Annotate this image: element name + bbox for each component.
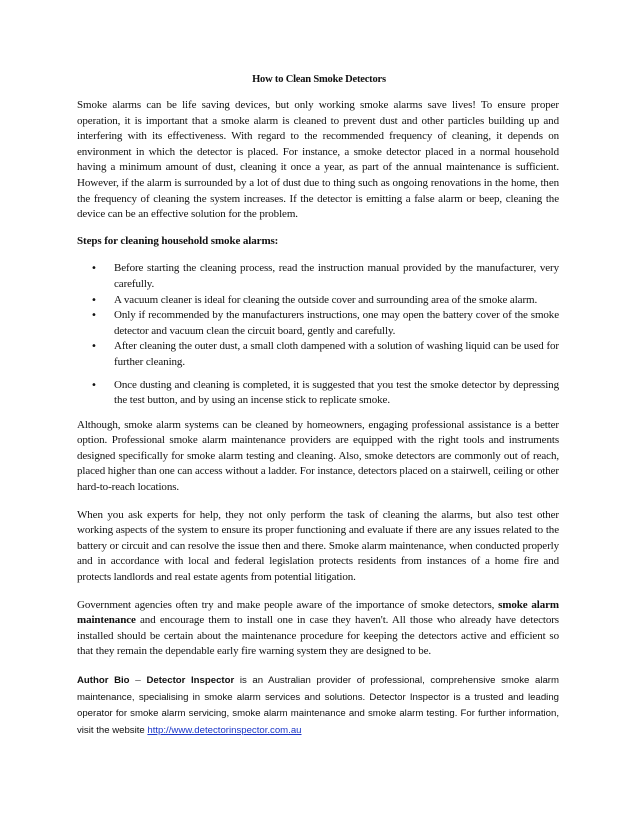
- government-text-start: Government agencies often try and make people aware of the importance of smoke detectors,: [77, 598, 499, 611]
- government-text-end: and encourage them to install one in case they haven't. All those who already have detectors installed should be certain about the maintenance procedure for keeping the detectors active and efficient so that they remain the dependable early fire warning system they are designed to be.: [77, 614, 559, 658]
- experts-paragraph: When you ask experts for help, they not only perform the task of cleaning the alarms, but also test other working aspects of the system to ensure its proper functioning and evaluate if there are any issues related to the battery or circuit and can resolve the issue then and there. Smoke alarm maintenance, when conducted properly and in accordance with local and federal legislation protects residents from instances of a home fire and protects landlords and real estate agents from potential litigation.: [77, 508, 559, 584]
- website-link[interactable]: http://www.detectorinspector.com.au: [147, 724, 302, 736]
- list-item: • Before starting the cleaning process, read the instruction manual provided by the manufacturer, very carefully.: [77, 261, 559, 292]
- author-bio-dash: –: [129, 674, 147, 686]
- author-bio-text: is an Australian provider of professional, comprehensive smoke alarm maintenance, specialising in smoke alarm services and solutions. Detector Inspector is a trusted and leading operator for smoke alarm servicing, smoke alarm maintenance and smoke alarm testing. For further information, visit the website: [77, 675, 559, 736]
- government-paragraph: [77, 598, 559, 660]
- list-item: • Once dusting and cleaning is completed, it is suggested that you test the smoke detector by depressing the test button, and by using an incense stick to replicate smoke.: [77, 378, 559, 409]
- intro-paragraph: Smoke alarms can be life saving devices, but only working smoke alarms save lives! To ensure proper operation, it is important that a smoke alarm is cleaned to prevent dust and other particles building up and interfering with its effectiveness. With regard to the recommended frequency of cleaning, it depends on environment in which the detector is placed. For instance, a smoke detector placed in a normal household having a minimum amount of dust, cleaning it once a year, as part of the annual maintenance is sufficient. However, if the alarm is surrounded by a lot of dust due to thing such as ongoing renovations in the home, then the frequency of cleaning the system increases. If the detector is emitting a false alarm or beep, cleaning the device can be an effective solution for the problem.: [77, 99, 559, 221]
- list-item: • Only if recommended by the manufacturers instructions, one may open the battery cover of the smoke detector and vacuum clean the circuit board, gently and carefully.: [77, 308, 559, 339]
- author-bio-label: Author Bio: [77, 675, 130, 686]
- document-body: [77, 98, 559, 739]
- professional-paragraph: Although, smoke alarm systems can be cleaned by homeowners, engaging professional assistance is a better option. Professional smoke alarm maintenance providers are equipped with the right tools and instruments designed specifically for smoke alarm testing and cleaning. Also, smoke detectors are commonly out of reach, placed higher than one can access without a ladder. For instance, detectors placed on a stairwell, ceiling or other hard-to-reach locations.: [77, 418, 559, 494]
- government-emphasis: smoke alarm maintenance: [77, 598, 559, 627]
- list-item: • A vacuum cleaner is ideal for cleaning the outside cover and surrounding area of the smoke alarm.: [77, 293, 559, 309]
- document-title: How to Clean Smoke Detectors: [252, 74, 386, 85]
- list-item: • After cleaning the outer dust, a small cloth dampened with a solution of washing liquid can be used for further cleaning.: [77, 339, 559, 370]
- steps-list: [77, 261, 559, 408]
- steps-heading: Steps for cleaning household smoke alarms:: [77, 234, 279, 247]
- author-company: Detector Inspector: [146, 675, 235, 686]
- author-bio: [77, 672, 559, 739]
